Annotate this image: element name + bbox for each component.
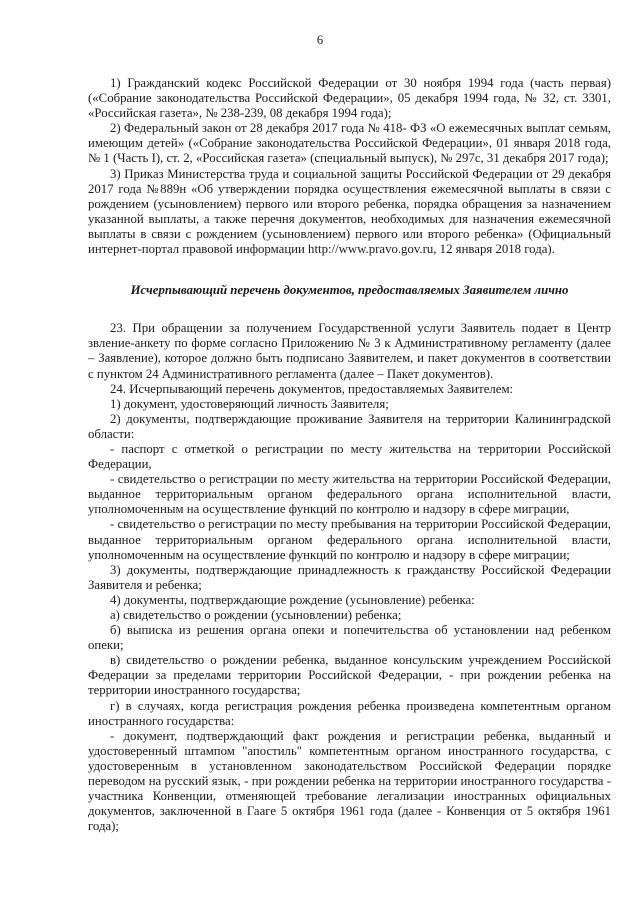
paragraph: г) в случаях, когда регистрация рождения ребенка произведена компетентным органом иностранного государства: <box>88 698 611 728</box>
document-body <box>88 76 611 834</box>
paragraph: 1) документ, удостоверяющий личность Заявителя; <box>110 396 389 411</box>
paragraph: б) выписка из решения органа опеки и попечительства об установлении над ребенком опеки; <box>88 623 611 653</box>
paragraph: 23. При обращении за получением Государственной услуги Заявитель подает в Центр звление-анкету по форме согласно Приложению № 3 к Административному регламенту (далее – Заявление), которое должно быть подписано Заявителем, и пакет документов в соответствии с пунктом 24 Административного регламента (далее – Пакет документов). <box>88 321 611 381</box>
paragraph: - свидетельство о регистрации по месту жительства на территории Российской Федерации, выданное территориальным органом федерального органа исполнительной власти, уполномоченным на осуществление функций по контролю и надзору в сфере миграции, <box>88 472 611 517</box>
law-item: 2) Федеральный закон от 28 декабря 2017 года № 418- ФЗ «О ежемесячных выплат семьям, имеющим детей» («Собрание законодательства Российской Федерации», 01 января 2018 года, № 1 (Часть I), ст. 2, «Российская газета» (специальный выпуск), № 297с, 31 декабря 2017 года); <box>88 121 611 166</box>
paragraph: - документ, подтверждающий факт рождения и регистрации ребенка, выданный и удостоверенный штампом "апостиль" компетентным органом иностранного государства, с удостоверенным в установленном законодательством Российской Федерации порядке переводом на русский язык, - при рождении ребенка на территории иностранного государства - участника Конвенции, отменяющей требование легализации иностранных официальных документов, заключенной в Гааге 5 октября 1961 года (далее - Конвенция от 5 октября 1961 года); <box>88 728 611 834</box>
paragraph: 2) документы, подтверждающие проживание Заявителя на территории Калининградской области: <box>88 411 611 441</box>
paragraph: - паспорт с отметкой о регистрации по месту жительства на территории Российской Федерации, <box>88 441 611 472</box>
paragraph: 4) документы, подтверждающие рождение (усыновление) ребенка: <box>110 592 475 607</box>
paragraph: - свидетельство о регистрации по месту пребывания на территории Российской Федерации, выданное территориальным органом федерального органа исполнительной власти, уполномоченным на осуществление функций по контролю и надзору в сфере миграции; <box>88 517 611 562</box>
law-item: 3) Приказ Министерства труда и социальной защиты Российской Федерации от 29 декабря 2017 года №889н «Об утверждении порядка осуществления ежемесячной выплаты в связи с рождением (усыновлением) первого или второго ребенка, порядка обращения за назначением указанной выплаты, а также перечня документов, необходимых для назначения ежемесячной выплаты в связи с рождением (усыновлением) первого или второго ребенка» (Официальный интернет-портал правовой информации http://www.pravo.gov.ru, 12 января 2018 года). <box>88 166 611 257</box>
law-item: 1) Гражданский кодекс Российской Федерации от 30 ноября 1994 года (часть первая) («Собрание законодательства Российской Федерации», 05 декабря 1994 года, № 32, ст. 3301, «Российская газета», № 238-239, 08 декабря 1994 года); <box>88 76 611 121</box>
section-title: Исчерпывающий перечень документов, предоставляемых Заявителем лично <box>130 283 569 298</box>
paragraph: а) свидетельство о рождении (усыновлении) ребенка; <box>110 608 402 622</box>
paragraph: 3) документы, подтверждающие принадлежность к гражданству Российской Федерации Заявителя и ребенка; <box>88 562 611 592</box>
paragraph: в) свидетельство о рождении ребенка, выданное консульским учреждением Российской Федерации за пределами территории Российской Федерации, - при рождении ребенка на территории иностранного государства; <box>88 653 611 698</box>
page-number: 6 <box>316 33 324 47</box>
paragraph: 24. Исчерпывающий перечень документов, предоставляемых Заявителем: <box>110 381 514 396</box>
